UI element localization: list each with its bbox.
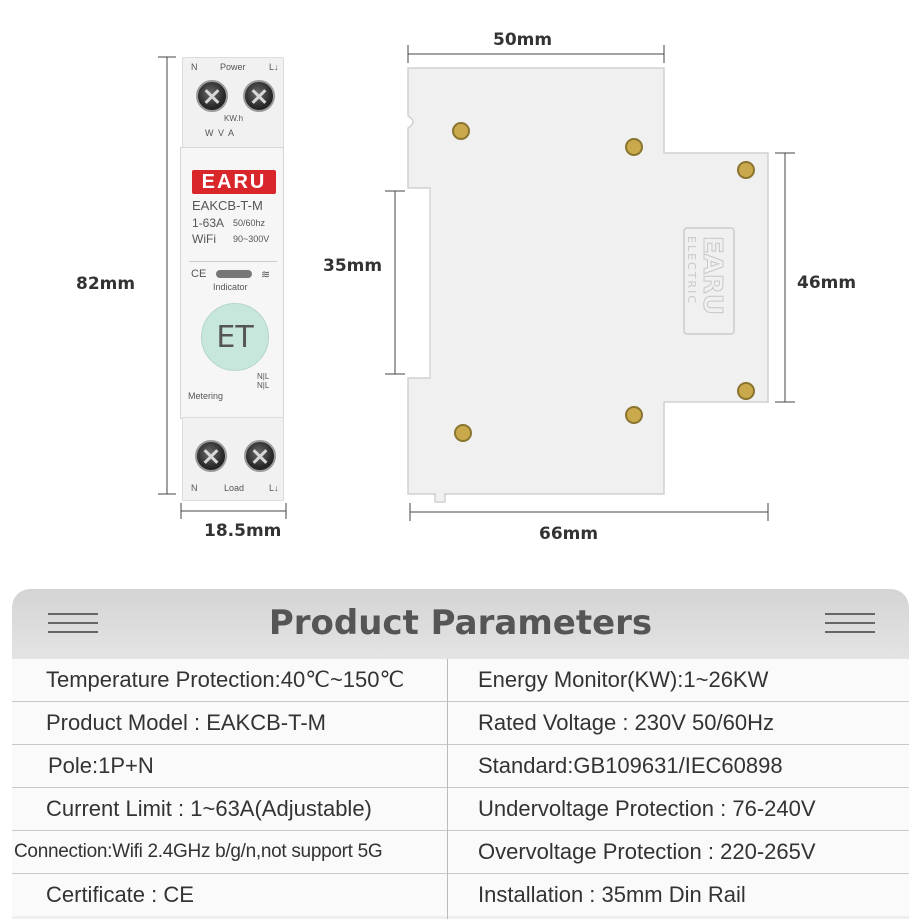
bottom-load-label: Load — [224, 483, 245, 493]
kwh-label: KW.h — [224, 114, 244, 123]
side-height-dimension-label: 46mm — [797, 273, 857, 293]
device-side-view — [380, 30, 780, 510]
decorative-lines-icon — [825, 613, 875, 640]
wifi-label: WiFi — [192, 232, 216, 246]
table-row — [12, 745, 909, 788]
top-l-label: L↓ — [269, 62, 279, 72]
model-label: EAKCB-T-M — [192, 198, 263, 213]
voltage-label: 90~300V — [233, 234, 270, 244]
metering-label: Metering — [188, 391, 224, 401]
table-row — [12, 831, 909, 874]
param-cell-right: Standard:GB109631/IEC60898 — [478, 753, 783, 778]
table-row — [12, 874, 909, 916]
param-cell-left: Current Limit : 1~63A(Adjustable) — [46, 796, 372, 821]
param-cell-left: Certificate : CE — [46, 882, 194, 907]
reset-button[interactable]: ET — [201, 303, 269, 371]
bottom-terminal-block — [182, 417, 284, 501]
indicator-light — [216, 270, 252, 278]
table-row — [12, 788, 909, 831]
param-cell-right: Undervoltage Protection : 76-240V — [478, 796, 816, 821]
circuit-symbol-icon: N|L N|L — [257, 372, 270, 390]
ce-mark: CE — [191, 268, 207, 280]
top-terminal-block — [182, 57, 284, 151]
side-brand-logo: EARU — [697, 236, 727, 316]
table-title: Product Parameters — [268, 603, 653, 643]
frequency-label: 50/60hz — [233, 218, 266, 228]
table-row — [12, 702, 909, 745]
rail-height-dimension-label: 35mm — [323, 256, 383, 276]
param-cell-left: Product Model : EAKCB-T-M — [46, 710, 326, 735]
terminal-screw-icon — [243, 80, 275, 112]
table-header — [12, 589, 909, 659]
side-brand-sub: ELECTRIC — [685, 236, 698, 305]
top-n-label: N — [191, 62, 198, 72]
column-divider — [447, 659, 448, 919]
width-dimension-label: 18.5mm — [204, 521, 282, 541]
bottom-n-label: N — [191, 483, 198, 493]
product-parameters-table — [12, 589, 909, 919]
param-cell-right: Installation : 35mm Din Rail — [478, 882, 746, 907]
meter-units-label: W V A — [205, 128, 236, 138]
terminal-screw-icon — [244, 440, 276, 472]
param-cell-right: Overvoltage Protection : 220-265V — [478, 839, 816, 864]
param-cell-left: Pole:1P+N — [48, 753, 154, 778]
current-label: 1-63A — [192, 216, 225, 230]
param-cell-right: Energy Monitor(KW):1~26KW — [478, 667, 769, 692]
param-cell-right: Rated Voltage : 230V 50/60Hz — [478, 710, 774, 735]
terminal-screw-icon — [195, 440, 227, 472]
param-cell-left: Temperature Protection:40℃~150℃ — [46, 667, 405, 692]
param-cell-left: Connection:Wifi 2.4GHz b/g/n,not support 5G — [14, 841, 383, 862]
brand-logo: EARU — [192, 170, 276, 194]
bottom-l-label: L↓ — [269, 483, 279, 493]
device-front-view — [180, 57, 284, 499]
divider — [189, 261, 277, 262]
wifi-icon: ≋ — [261, 269, 271, 281]
top-width-dimension-label: 50mm — [493, 30, 553, 50]
indicator-label: Indicator — [213, 282, 248, 292]
table-rows — [12, 659, 909, 916]
bottom-width-dimension-label: 66mm — [539, 524, 599, 544]
top-power-label: Power — [220, 62, 246, 72]
device-face — [180, 147, 284, 419]
terminal-screw-icon — [196, 80, 228, 112]
height-dimension-label: 82mm — [76, 274, 136, 294]
table-row — [12, 659, 909, 702]
